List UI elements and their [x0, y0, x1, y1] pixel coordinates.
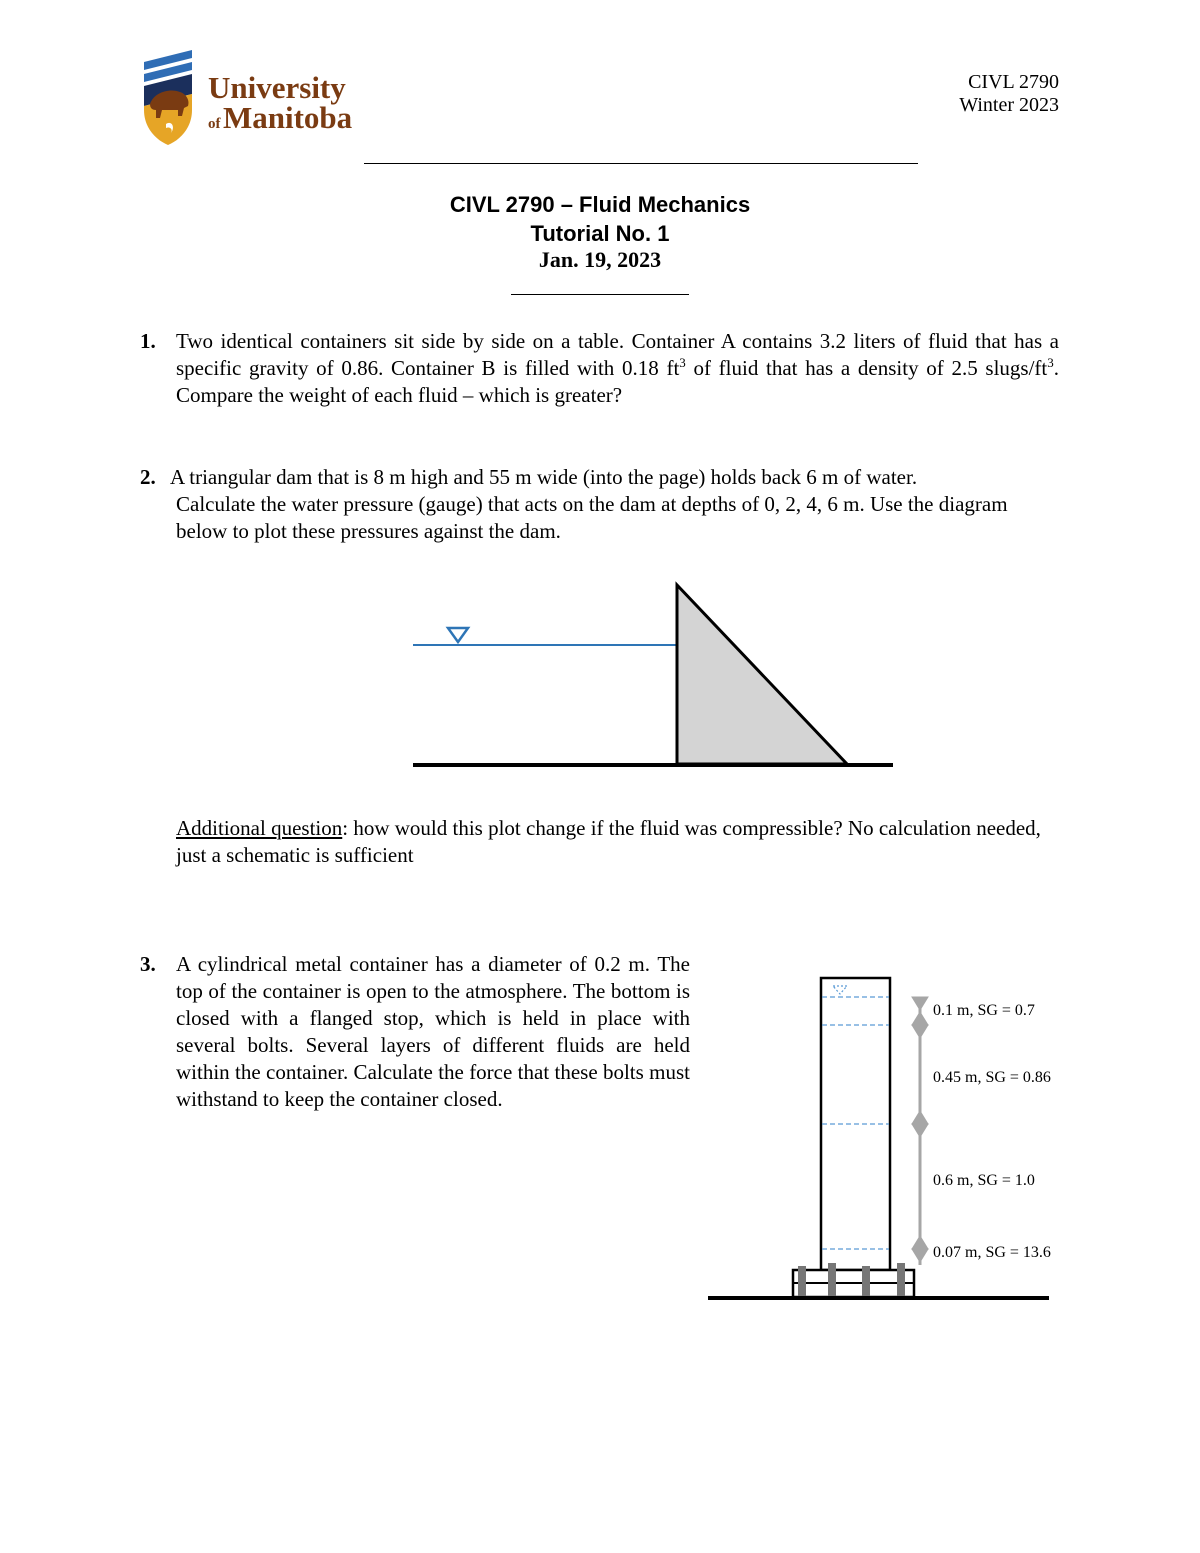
layer-3-label: 0.6 m, SG = 1.0: [933, 1172, 1035, 1189]
question-1-number: 1.: [140, 329, 156, 353]
logo-line1: University: [208, 70, 346, 105]
free-surface-icon: [833, 986, 847, 994]
page-date: Jan. 19, 2023: [538, 247, 662, 272]
dam-diagram: [400, 575, 900, 775]
logo-line2-small: of: [208, 116, 221, 132]
q1-text-c: . Compare the weight of each fluid – which is greater?: [176, 356, 1059, 407]
bolt: [862, 1266, 870, 1297]
q2-line2: Calculate the water pressure (gauge) that acts on the dam at depths of 0, 2, 4, 6 m. Use the diagram below to plot these pressures against the dam.: [176, 492, 1008, 543]
title-rule-top: [364, 163, 918, 164]
title-rule-bottom: [511, 294, 689, 295]
page-title: CIVL 2790 – Fluid Mechanics: [449, 192, 751, 217]
question-1-text: [176, 328, 1059, 409]
dam-triangle: [677, 585, 847, 764]
bison-shield-icon: [144, 50, 192, 145]
q1-text-a: Two identical containers sit side by side on a table. Container A contains 3.2 liters of fluid that has a specific gravity of 0.86. Container B is filled with 0.18 ft: [176, 329, 1059, 380]
q1-sup-a: 3: [679, 355, 686, 370]
additional-question-label: Additional question: [176, 816, 343, 840]
bolt: [798, 1266, 806, 1297]
dimension-arrows: [912, 997, 928, 1265]
q2-line1: A triangular dam that is 8 m high and 55 m wide (into the page) holds back 6 m of water.: [170, 465, 918, 489]
q1-sup-b: 3: [1047, 355, 1054, 370]
question-2-number: 2.: [140, 465, 156, 489]
layer-2-label: 0.45 m, SG = 0.86: [933, 1069, 1051, 1086]
logo-line2: Manitoba: [223, 100, 353, 135]
layer-4-label: 0.07 m, SG = 13.6: [933, 1244, 1051, 1261]
question-2-text: [170, 464, 1059, 545]
bolt: [897, 1263, 905, 1297]
bolt: [828, 1263, 836, 1297]
water-level-icon: [448, 628, 468, 642]
container-diagram: [700, 970, 1100, 1310]
layer-interfaces: [822, 997, 889, 1249]
question-3-text: A cylindrical metal container has a diameter of 0.2 m. The top of the container is open to the atmosphere. The bottom is closed with a flanged stop, which is held in place with several bolts. Several layers of different fluids are held within the container. Calculate the force that these bolts must withstand to keep the container closed.: [176, 952, 690, 1111]
q1-text-b: of fluid that has a density of 2.5 slugs/ft: [685, 356, 1048, 380]
additional-question: [176, 815, 1059, 869]
page-subtitle: Tutorial No. 1: [530, 221, 670, 246]
term: Winter 2023: [959, 94, 1059, 116]
university-manitoba-logo: [140, 48, 355, 148]
layer-1-label: 0.1 m, SG = 0.7: [933, 1002, 1035, 1019]
question-3-number: 3.: [140, 952, 156, 976]
course-code: CIVL 2790: [968, 71, 1059, 93]
additional-question-text: : how would this plot change if the fluid was compressible? No calculation needed, just a schematic is sufficient: [176, 816, 1041, 867]
